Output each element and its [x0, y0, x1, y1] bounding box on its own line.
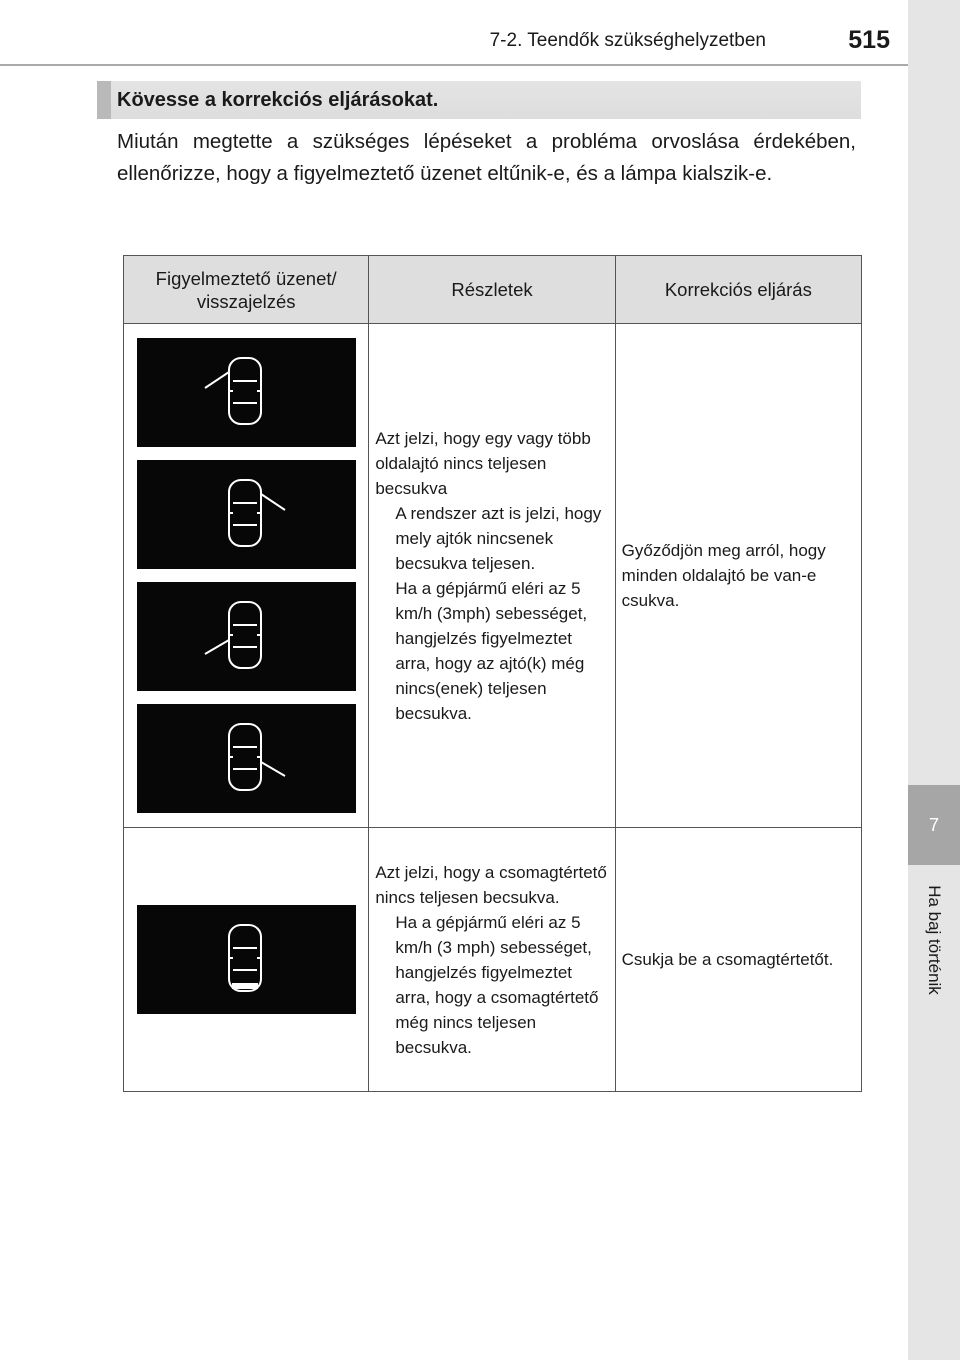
- door-open-front-left-icon: [191, 348, 301, 438]
- warning-screen: [137, 338, 356, 447]
- warning-icons-cell: [124, 324, 369, 828]
- running-head: 7-2. Teendők szükséghelyzetben: [489, 30, 766, 51]
- warning-screen: [137, 460, 356, 569]
- header-rule: [0, 64, 908, 66]
- warning-icons-cell: [124, 828, 369, 1092]
- details-note: A rendszer azt is jelzi, hogy mely ajtók nincsenek becsukva teljesen.: [395, 503, 602, 573]
- header-procedure: Korrekciós eljárás: [615, 256, 861, 324]
- intro-paragraph: Miután megtette a szükséges lépéseket a probléma orvoslása érdekében, ellenőrizze, hogy a figyelmeztető üzenet eltűnik-e, és a lámpa kialszik-e.: [117, 130, 856, 185]
- door-open-rear-left-icon: [191, 592, 301, 682]
- section-heading: [97, 81, 861, 119]
- details-lead: Azt jelzi, hogy egy vagy több oldalajtó nincs teljesen becsukva: [375, 428, 591, 498]
- procedure-cell: Csukja be a csomagtértetőt.: [615, 828, 861, 1092]
- details-lead: Azt jelzi, hogy a csomagtértető nincs teljesen becsukva.: [375, 862, 607, 907]
- door-open-front-right-icon: [191, 470, 301, 560]
- warning-screen: [137, 582, 356, 691]
- header-details: Részletek: [369, 256, 615, 324]
- chapter-number-tab: 7: [908, 785, 960, 865]
- section-heading-text: Kövesse a korrekciós eljárásokat.: [117, 88, 439, 111]
- details-note: Ha a gépjármű eléri az 5 km/h (3mph) sebességet, hangjelzés figyelmeztet arra, hogy az ajtó(k) még nincs(enek) teljesen becsukva.: [395, 578, 588, 723]
- chapter-title: Ha baj történik: [925, 885, 944, 995]
- door-open-rear-right-icon: [191, 714, 301, 804]
- details-cell: [369, 828, 615, 1092]
- side-strip: [908, 0, 960, 1360]
- warning-screen: [137, 905, 356, 1014]
- table-row: [124, 324, 862, 828]
- details-note: Ha a gépjármű eléri az 5 km/h (3 mph) sebességet, hangjelzés figyelmeztet arra, hogy a csomagtértető még nincs teljesen becsukva.: [395, 912, 599, 1057]
- procedure-cell: Győződjön meg arról, hogy minden oldalajtó be van-e csukva.: [615, 324, 861, 828]
- trunk-open-icon: [191, 915, 301, 1005]
- details-cell: [369, 324, 615, 828]
- warning-table: [123, 255, 862, 1092]
- table-header-row: [124, 256, 862, 324]
- table-row: [124, 828, 862, 1092]
- header-warning: Figyelmeztető üzenet/ visszajelzés: [124, 256, 369, 324]
- warning-screen: [137, 704, 356, 813]
- page-number: 515: [848, 26, 890, 54]
